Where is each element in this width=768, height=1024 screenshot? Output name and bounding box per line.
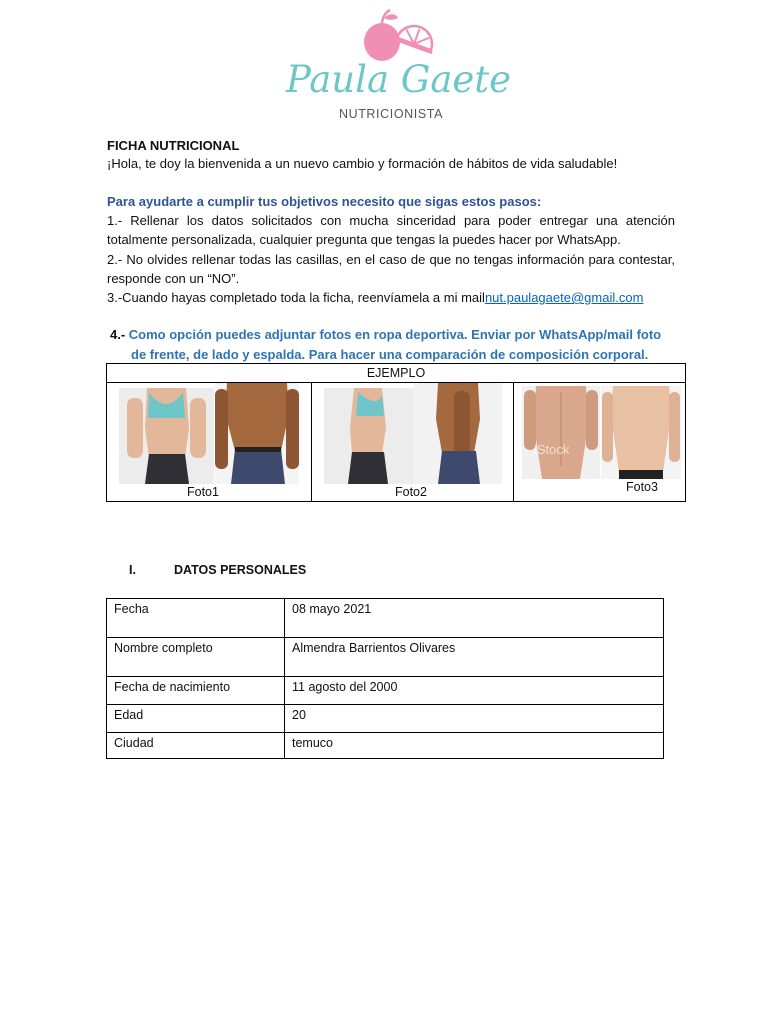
photo-caption-1: Foto1 <box>187 485 219 499</box>
email-link[interactable]: nut.paulagaete@gmail.com <box>484 290 644 305</box>
table-row <box>107 705 664 733</box>
step-3-text: 3.-Cuando hayas completado toda la ficha, reenvíamela a mi mail <box>107 290 485 305</box>
brand-logo <box>286 8 512 123</box>
example-header: EJEMPLO <box>107 364 686 383</box>
steps-heading: Para ayudarte a cumplir tus objetivos necesito que sigas estos pasos: <box>107 194 542 209</box>
value-nombre[interactable]: Almendra Barrientos Olivares <box>285 638 664 677</box>
value-edad[interactable]: 20 <box>285 705 664 733</box>
section-number: I. <box>129 563 136 577</box>
step-2: 2.- No olvides rellenar todas las casillas, en el caso de que no tengas información para contestar, responde con un “NO”. <box>107 252 675 286</box>
label-ciudad: Ciudad <box>107 733 285 759</box>
table-row <box>107 599 664 638</box>
value-fecha[interactable]: 08 mayo 2021 <box>285 599 664 638</box>
photo-cell-3 <box>514 383 686 502</box>
front-photo-woman <box>119 388 214 484</box>
label-fecha: Fecha <box>107 599 285 638</box>
personal-data-table <box>106 598 664 759</box>
step-4-line-1: Como opción puedes adjuntar fotos en ropa deportiva. Enviar por WhatsApp/mail foto <box>128 327 662 342</box>
form-title: FICHA NUTRICIONAL <box>107 138 240 153</box>
label-edad: Edad <box>107 705 285 733</box>
step-4-line-2: de frente, de lado y espalda. Para hacer una comparación de composición corporal. <box>131 347 649 362</box>
brand-subtitle: NUTRICIONISTA <box>338 107 444 121</box>
photo-caption-2: Foto2 <box>395 485 427 499</box>
photo-cell-1 <box>107 383 312 502</box>
photo-cell-2 <box>312 383 514 502</box>
table-row <box>107 638 664 677</box>
step-4 <box>110 325 678 344</box>
table-row <box>107 733 664 759</box>
step-1: 1.- Rellenar los datos solicitados con mucha sinceridad para poder entregar una atención totalmente personalizada, cualquier pregunta que tengas la puedes hacer por WhatsApp. <box>107 213 675 247</box>
label-nacimiento: Fecha de nacimiento <box>107 677 285 705</box>
photo-caption-3: Foto3 <box>626 480 658 494</box>
welcome-text: ¡Hola, te doy la bienvenida a un nuevo cambio y formación de hábitos de vida saludable! <box>107 156 618 171</box>
back-photo-man <box>601 386 681 479</box>
back-photo-woman <box>522 386 600 479</box>
table-row <box>107 677 664 705</box>
watermark-text: iStock <box>534 442 570 457</box>
value-ciudad[interactable]: temuco <box>285 733 664 759</box>
side-photo-man <box>414 383 502 484</box>
brand-name: Paula Gaete <box>286 58 512 101</box>
front-photo-man <box>215 383 299 484</box>
step-3 <box>107 288 675 307</box>
step-4-number: 4.- <box>110 327 126 342</box>
value-nacimiento[interactable]: 11 agosto del 2000 <box>285 677 664 705</box>
label-nombre: Nombre completo <box>107 638 285 677</box>
example-table <box>106 363 686 502</box>
side-photo-woman <box>324 388 414 484</box>
section-title: DATOS PERSONALES <box>174 563 307 577</box>
